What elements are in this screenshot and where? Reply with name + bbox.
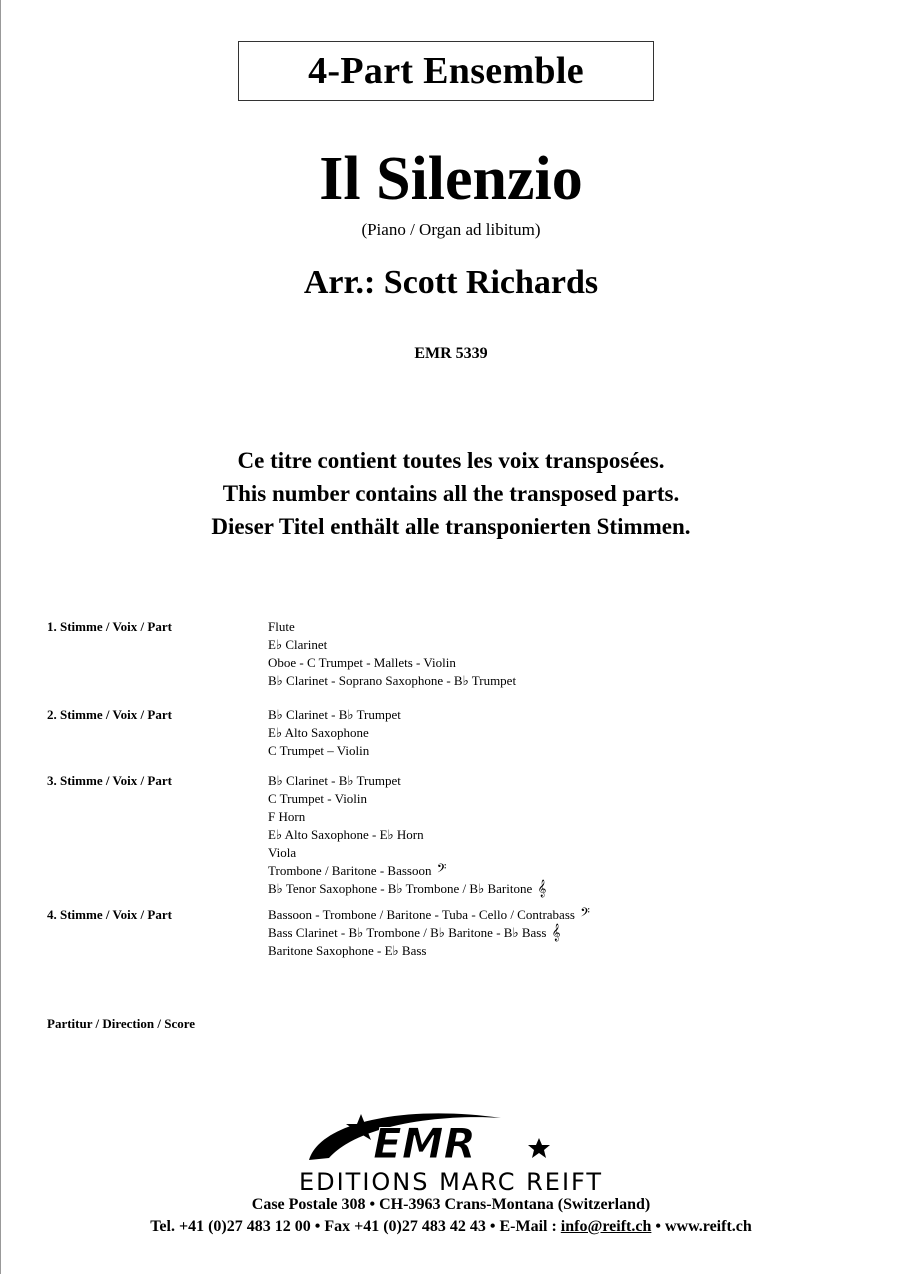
instrument-line: Viola [268, 845, 297, 860]
instrument-text: B♭ Tenor Saxophone - B♭ Trombone / B♭ Baritone [268, 881, 533, 896]
part-3-group [47, 772, 867, 906]
notice-french: Ce titre contient toutes les voix transposées. [237, 448, 665, 473]
notice-english: This number contains all the transposed parts. [222, 481, 680, 506]
part-label: 2. Stimme / Voix / Part [47, 707, 172, 722]
part-instruments [268, 772, 867, 898]
notice-german: Dieser Titel enthält alle transponierten Stimmen. [211, 514, 691, 539]
logo-star-right [528, 1138, 550, 1158]
treble-clef-icon: 𝄞 [551, 925, 561, 941]
part-instruments [268, 906, 867, 960]
instrument-line [268, 862, 867, 880]
instrument-line: C Trumpet - Violin [268, 791, 368, 806]
instrument-line: E♭ Alto Saxophone - E♭ Horn [268, 827, 424, 842]
instrument-line: E♭ Clarinet [268, 637, 328, 652]
instrument-text: Bass Clarinet - B♭ Trombone / B♭ Baritone - B♭ Bass [268, 925, 547, 940]
piece-title: Il Silenzio [319, 145, 583, 213]
instrumentation-note: (Piano / Organ ad libitum) [361, 220, 541, 239]
instrument-line: C Trumpet – Violin [268, 743, 370, 758]
instrument-line: Baritone Saxophone - E♭ Bass [268, 943, 427, 958]
part-label: 1. Stimme / Voix / Part [47, 619, 172, 634]
series-title-box: 4-Part Ensemble [238, 41, 654, 101]
transposed-parts-notice [1, 444, 900, 543]
instrument-line: F Horn [268, 809, 306, 824]
part-label: 3. Stimme / Voix / Part [47, 773, 172, 788]
instrument-line: B♭ Clarinet - Soprano Saxophone - B♭ Trumpet [268, 673, 517, 688]
part-1-group [47, 618, 867, 706]
part-instruments [268, 706, 867, 760]
part-4-group [47, 906, 867, 966]
score-label: Partitur / Direction / Score [47, 1016, 196, 1031]
instrument-line: Oboe - C Trumpet - Mallets - Violin [268, 655, 456, 670]
bass-clef-icon: 𝄢 [580, 907, 590, 923]
emr-logo-icon [301, 1100, 561, 1170]
publisher-contact [1, 1218, 900, 1236]
instrument-line: Flute [268, 619, 295, 634]
treble-clef-icon: 𝄞 [537, 881, 547, 897]
bass-clef-icon: 𝄢 [436, 863, 447, 879]
instrument-line [268, 906, 867, 924]
instrument-line: B♭ Clarinet - B♭ Trumpet [268, 707, 401, 722]
arranger-credit: Arr.: Scott Richards [303, 264, 599, 301]
instrument-text: Bassoon - Trombone / Baritone - Tuba - Cello / Contrabass [268, 907, 575, 922]
part-instruments [268, 618, 867, 690]
catalog-number: EMR 5339 [414, 345, 488, 362]
instrument-line: E♭ Alto Saxophone [268, 725, 369, 740]
part-2-group [47, 706, 867, 772]
publisher-address: Case Postale 308 • CH-3963 Crans-Montana (Switzerland) [251, 1196, 651, 1213]
email-link[interactable]: info@reift.ch [560, 1218, 652, 1235]
part-label: 4. Stimme / Voix / Part [47, 907, 172, 922]
contact-website[interactable]: • www.reift.ch [651, 1218, 752, 1235]
contact-phone-fax: Tel. +41 (0)27 483 12 00 • Fax +41 (0)27 483 42 43 • E-Mail : [150, 1218, 561, 1235]
logo-text: EMR [373, 1119, 476, 1168]
instrument-text: Trombone / Baritone - Bassoon [268, 863, 432, 878]
instrument-line [268, 924, 867, 942]
instrument-line [268, 880, 867, 898]
publisher-name: EDITIONS MARC REIFT [298, 1168, 604, 1196]
parts-list [47, 618, 867, 966]
instrument-line: B♭ Clarinet - B♭ Trumpet [268, 773, 401, 788]
